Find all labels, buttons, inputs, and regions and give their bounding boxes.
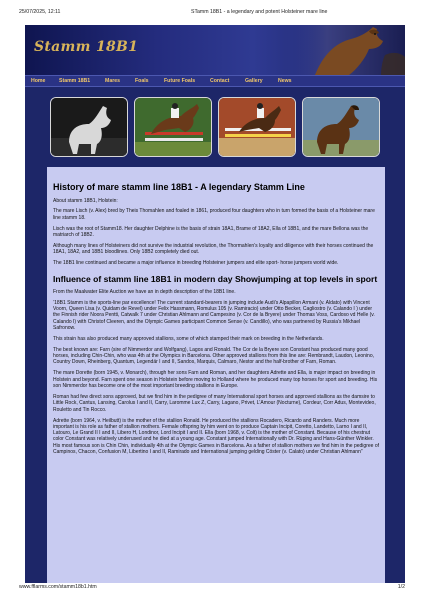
print-footer (19, 584, 405, 593)
article-heading-history: History of mare stamm line 18B1 - A legendary Stamm Line (53, 182, 305, 192)
main-navigation (25, 75, 405, 87)
nav-news[interactable]: News (278, 78, 292, 84)
article-heading-influence: Influence of stamm line 18B1 in modern day Showjumping at top levels in sport (53, 273, 378, 284)
print-header (19, 9, 405, 19)
photo-grey-horse[interactable] (50, 97, 128, 157)
website-frame (25, 25, 405, 583)
photo-jumping-horse[interactable] (134, 97, 212, 157)
banner-horse-image (285, 25, 405, 75)
nav-future-foals[interactable]: Future Foals (164, 78, 196, 84)
nav-stamm-18b1[interactable]: Stamm 18B1 (59, 78, 91, 84)
nav-contact[interactable]: Contact (210, 78, 230, 84)
print-url: www.fflarms.com/stamm18b1.htm (19, 584, 97, 590)
print-date: 25/07/2025, 12:11 (19, 9, 61, 15)
nav-home[interactable]: Home (31, 78, 46, 84)
article-paragraph: This strain has also produced many approved stallions, some of which stamped their mark on breeding in the Netherlands. (53, 335, 324, 342)
print-page-number: 1/2 (397, 584, 405, 590)
photo-bay-horse[interactable] (302, 97, 380, 157)
nav-foals[interactable]: Foals (135, 78, 149, 84)
photo-show-arena[interactable] (218, 97, 296, 157)
article-paragraph: Adrette (born 1964, v. Heilbutt) is the mother of the stallion Ronald. He produced the stallions Rocadero, Ricardo and Randers. Much more important is his role as father of stallion mothers. Female offspring by him went on to produce Captain Incipit, Coretto, Landetto, Larno I and II, Latouro, Le Grand II I and II, Libero H, Londinor, Lord Incipit I and II. Ella (born 1968, v. Colt) is the mother of Constant. Because of his chestnut color Constant was relatively underused and he died at a young age. Constant jumped Internationally with Dr. Rüping and Hans-Günther Winkler. His most famous son is Chin Chin, individually 4th at the Olympic Games in Barcelona. As a father of stallion mothers we find him in the pedigree of Campinos, Chacon, Confusion M, Libertino I and II, Ramirado and International jumping gelding Cöster (v. Calato) under Christian Ahlmann” (53, 417, 379, 455)
article-paragraph: The mare Dorette (born 1945, v. Monarch), through her sons Farn and Roman, and her daughters Adrette and Ella, is major impact on breeding in Holstein and beyond. Farn spent one season in Holstein before moving to Holland where he produced many top horses for sport and breeding. His son Nimmerdor has become one of the most important breeding stallions in Europe. (53, 370, 378, 389)
article-paragraph: The mare Lisch (v. Alex) bred by Theis Thomahlen and foaled in 1861, produced four daughters who in turn formed the basis of a Holsteiner mare line stamm 18. (53, 208, 375, 221)
article-paragraph: Lisch was the root of Stamm18. Her daughter Delphine is the basis of strain 18A1, Brame of 18A2, Ella of 18B1, and the mare Bellona was the matriarch of 18B2. (53, 225, 369, 239)
article-intro: About stamm 18B1, Holstein: (53, 197, 118, 204)
photo-strip (50, 97, 380, 157)
article-paragraph: From the Maalwater Elite Auction we have an in depth description of the 18B1 line. (53, 288, 236, 295)
article-paragraph: The 18B1 line continued and became a major influence in breeding Holsteiner jumpers and elite sport- horse jumpers world wide. (53, 260, 339, 267)
print-page-title: STamm 18B1 - a legendary and potent Holsteiner mare line (191, 9, 328, 15)
article-paragraph: ‘18B1 Stamm is the sports-line par excellence! The current standard-bearers in jumping include Audi’s Alpapillon Armani (v. Aldato) with Vincent Voorn, Queen Lisa (v. Quidam de Revel) under Felix Hassmann, Romulus 105 (v. Ramiracio) under Otto Becker, Cagliostro (v. Calando I ) under the Finnish rider Noora Pentti, Catwalk 7 under Christian Ahlmann and Campesino (v. Cor de la Bryere) under Thomas Voss, Cardoso vd Helle (v. Calando I) with Christof Cleeren, and the Olympic Games participant Common Sense (v. Candillo), who was partnered by Russia’s Mikhael Safronow. (53, 299, 375, 331)
site-logo[interactable]: Stamm 18B1 (34, 39, 139, 55)
article-paragraph: Although many lines of Holsteiners did not survive the industrial revolution, the Thormahlen’s loyalty and diligence with their horses continued the 18A1, 18A2, and 18B1 bloodlines. Only 18B2 completely died out. (53, 243, 374, 256)
nav-mares[interactable]: Mares (105, 78, 120, 84)
nav-gallery[interactable]: Gallery (245, 78, 263, 84)
site-banner (25, 25, 405, 75)
article-paragraph: The best known are: Farn (sire of Nimmerdor and Wolfgang), Lagos and Ronald. The Cor de la Bryere son Constant has produced many good horses, including Chin-Chin, who was 4th at the Olympics in Barcelona. Other approved stallions from this line are: Rembrandt, Laudon, Leonino, Country Down, Rheinberg, Quantum, Legendär I and II, Sandos, Marquis, Calmaro, Nestor and the half-brother of Farn, Roman. (53, 346, 375, 366)
article-content (47, 167, 385, 583)
article-paragraph: Roman had few direct sons approved, but we find him in the pedigree of many International sport horses and approved stallions as the damsire to Little Rock, Cantus, Lansing, Carolus I and II, Carry, Laromme Lux Z, Carry, Lagano, Privet, L’Amour (Nocturne), Cordeur, Corr Adus, Montevideo, Rouletto and Tin Rocco. (53, 393, 376, 413)
